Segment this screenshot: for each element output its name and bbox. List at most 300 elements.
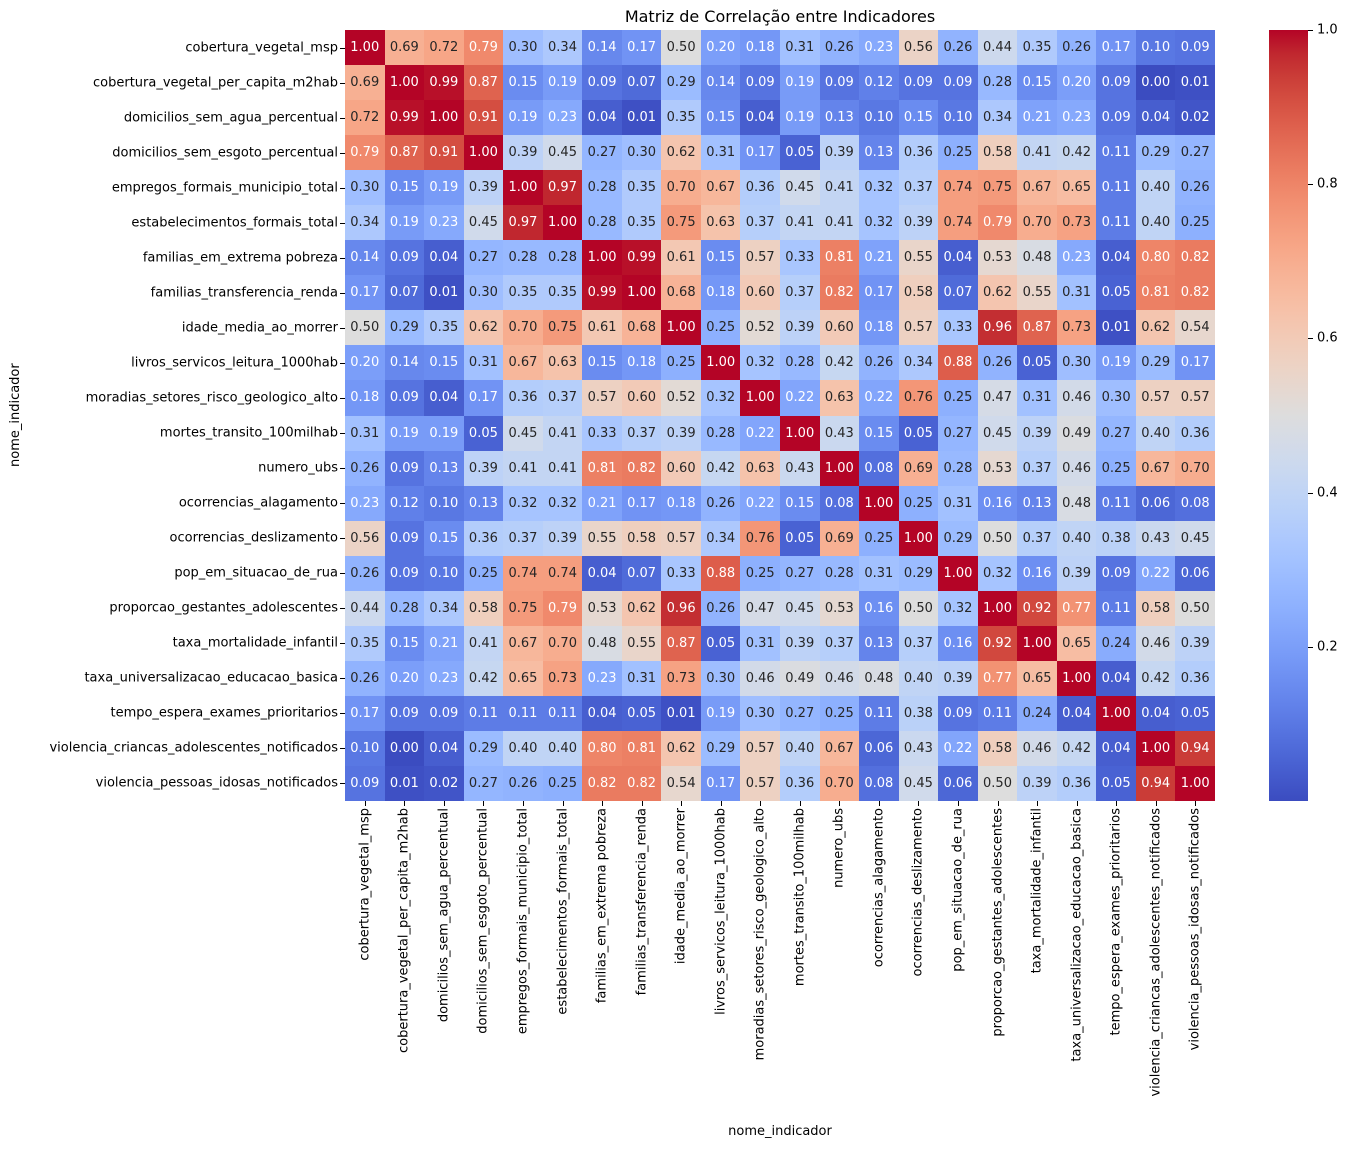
- heatmap-cell: 0.47: [978, 380, 1018, 415]
- heatmap-cell: 0.79: [464, 30, 504, 65]
- heatmap-cell: 0.29: [1136, 135, 1176, 170]
- heatmap-cell: 0.09: [820, 65, 860, 100]
- heatmap-cell: 0.53: [978, 240, 1018, 275]
- heatmap-cell: 0.56: [345, 521, 385, 556]
- heatmap-cell: 1.00: [859, 486, 899, 521]
- heatmap-cell: 0.27: [464, 766, 504, 801]
- x-axis-tick: [918, 801, 919, 806]
- heatmap-cell: 0.34: [424, 591, 464, 626]
- y-axis-tick: [340, 783, 345, 784]
- column-tick-label: taxa_mortalidade_infantil: [1029, 808, 1045, 974]
- heatmap-cell: 0.20: [345, 345, 385, 380]
- heatmap-cell: 0.67: [1017, 170, 1057, 205]
- heatmap-cell: 0.22: [780, 380, 820, 415]
- heatmap-cell: 0.30: [345, 170, 385, 205]
- heatmap-cell: 0.41: [1017, 135, 1057, 170]
- y-axis-tick: [340, 713, 345, 714]
- row-tick-label: tempo_espera_exames_prioritarios: [110, 705, 338, 721]
- heatmap-cell: 0.24: [1017, 696, 1057, 731]
- heatmap-cell: 0.69: [385, 30, 425, 65]
- heatmap-cell: 0.33: [582, 416, 622, 451]
- row-tick-label: familias_em_extrema pobreza: [142, 250, 338, 266]
- heatmap-cell: 0.13: [859, 626, 899, 661]
- heatmap-cell: 0.25: [938, 380, 978, 415]
- heatmap-cell: 0.43: [780, 451, 820, 486]
- heatmap-cell: 0.37: [1017, 451, 1057, 486]
- heatmap-cell: 0.15: [899, 100, 939, 135]
- heatmap-cell: 0.94: [1136, 766, 1176, 801]
- heatmap-cell: 0.37: [780, 275, 820, 310]
- colorbar-tick-label: 1.0: [1317, 22, 1338, 38]
- x-axis-tick: [404, 801, 405, 806]
- heatmap-cell: 0.62: [978, 275, 1018, 310]
- heatmap-cell: 0.42: [1057, 135, 1097, 170]
- heatmap-cell: 0.06: [938, 766, 978, 801]
- x-axis-tick: [1116, 801, 1117, 806]
- heatmap-cell: 1.00: [701, 345, 741, 380]
- heatmap-cell: 0.07: [938, 275, 978, 310]
- heatmap-cell: 0.29: [899, 556, 939, 591]
- column-tick-label: taxa_universalizacao_educacao_basica: [1069, 808, 1085, 1062]
- heatmap-cell: 0.25: [1175, 205, 1215, 240]
- heatmap-cell: 0.36: [1057, 766, 1097, 801]
- heatmap-cell: 0.14: [582, 30, 622, 65]
- heatmap-cell: 0.31: [1017, 380, 1057, 415]
- heatmap-cell: 0.39: [503, 135, 543, 170]
- heatmap-cell: 0.05: [1175, 696, 1215, 731]
- heatmap-cell: 0.42: [701, 451, 741, 486]
- heatmap-cell: 0.05: [780, 135, 820, 170]
- column-tick-label: domicilios_sem_esgoto_percentual: [475, 808, 491, 1034]
- heatmap-cell: 0.33: [780, 240, 820, 275]
- heatmap-cell: 0.39: [899, 205, 939, 240]
- column-tick-label: domicilios_sem_agua_percentual: [436, 808, 452, 1023]
- heatmap-cell: 0.17: [622, 486, 662, 521]
- heatmap-cell: 0.63: [701, 205, 741, 240]
- heatmap-cell: 0.15: [701, 100, 741, 135]
- heatmap-cell: 0.15: [385, 170, 425, 205]
- row-tick-label: cobertura_vegetal_msp: [185, 40, 338, 56]
- row-tick-label: mortes_transito_100milhab: [159, 425, 338, 441]
- heatmap-cell: 0.82: [1175, 240, 1215, 275]
- x-axis-tick: [681, 801, 682, 806]
- heatmap-cell: 1.00: [622, 275, 662, 310]
- heatmap-cell: 0.29: [661, 65, 701, 100]
- heatmap-cell: 0.55: [582, 521, 622, 556]
- heatmap-cell: 0.37: [820, 626, 860, 661]
- heatmap-cell: 0.15: [385, 626, 425, 661]
- heatmap-cell: 1.00: [820, 451, 860, 486]
- x-axis-tick: [1195, 801, 1196, 806]
- heatmap-cell: 0.58: [978, 135, 1018, 170]
- heatmap-cell: 0.57: [1136, 380, 1176, 415]
- heatmap-cell: 0.70: [820, 766, 860, 801]
- column-tick-label: proporcao_gestantes_adolescentes: [990, 808, 1005, 1037]
- heatmap-cell: 0.74: [938, 170, 978, 205]
- heatmap-cell: 0.69: [899, 451, 939, 486]
- heatmap-cell: 0.80: [582, 731, 622, 766]
- heatmap-cell: 1.00: [464, 135, 504, 170]
- y-axis-tick: [340, 748, 345, 749]
- heatmap-cell: 1.00: [899, 521, 939, 556]
- row-tick-label: proporcao_gestantes_adolescentes: [109, 600, 338, 616]
- heatmap-cell: 0.48: [1017, 240, 1057, 275]
- column-tick-label: violencia_criancas_adolescentes_notificados: [1148, 808, 1164, 1097]
- heatmap-cell: 0.76: [899, 380, 939, 415]
- heatmap-cell: 0.58: [464, 591, 504, 626]
- heatmap-cell: 0.04: [582, 556, 622, 591]
- heatmap-cell: 0.99: [424, 65, 464, 100]
- heatmap-cell: 0.88: [701, 556, 741, 591]
- heatmap-cell: 0.11: [978, 696, 1018, 731]
- heatmap-cell: 0.82: [622, 766, 662, 801]
- heatmap-cell: 0.17: [1096, 30, 1136, 65]
- heatmap-cell: 0.18: [701, 275, 741, 310]
- x-axis-tick: [1156, 801, 1157, 806]
- y-axis-tick: [340, 153, 345, 154]
- heatmap-cell: 0.34: [978, 100, 1018, 135]
- heatmap-cell: 0.99: [622, 240, 662, 275]
- x-axis-tick: [365, 801, 366, 806]
- heatmap-cell: 1.00: [582, 240, 622, 275]
- heatmap-cell: 0.39: [464, 170, 504, 205]
- heatmap-cell: 0.28: [701, 416, 741, 451]
- heatmap-cell: 0.58: [899, 275, 939, 310]
- heatmap-cell: 0.36: [1175, 661, 1215, 696]
- heatmap-cell: 0.32: [701, 380, 741, 415]
- heatmap-cell: 0.04: [1096, 240, 1136, 275]
- y-axis-tick: [340, 538, 345, 539]
- heatmap-cell: 0.35: [345, 626, 385, 661]
- heatmap-cell: 0.25: [859, 521, 899, 556]
- heatmap-cell: 0.41: [543, 451, 583, 486]
- heatmap-cell: 0.15: [1017, 65, 1057, 100]
- column-tick-label: estabelecimentos_formais_total: [555, 808, 570, 1015]
- heatmap-cell: 0.01: [622, 100, 662, 135]
- heatmap-cell: 0.25: [464, 556, 504, 591]
- heatmap-cell: 0.75: [543, 310, 583, 345]
- heatmap-cell: 0.26: [701, 486, 741, 521]
- heatmap-cell: 0.60: [661, 451, 701, 486]
- heatmap-cell: 0.08: [1175, 486, 1215, 521]
- y-axis-tick: [340, 468, 345, 469]
- colorbar-tick: [1308, 647, 1313, 648]
- heatmap-cell: 0.19: [424, 416, 464, 451]
- row-tick-label: violencia_criancas_adolescentes_notificados: [49, 740, 338, 756]
- heatmap-cell: 0.05: [701, 626, 741, 661]
- heatmap-cell: 0.50: [899, 591, 939, 626]
- y-axis-tick: [340, 188, 345, 189]
- heatmap-cell: 0.87: [464, 65, 504, 100]
- heatmap-cell: 0.54: [661, 766, 701, 801]
- heatmap-cell: 0.48: [1057, 486, 1097, 521]
- heatmap-cell: 0.45: [543, 135, 583, 170]
- heatmap-cell: 0.46: [1136, 626, 1176, 661]
- heatmap-cell: 0.09: [938, 696, 978, 731]
- row-tick-label: familias_transferencia_renda: [150, 285, 338, 301]
- heatmap-cell: 0.09: [385, 556, 425, 591]
- heatmap-cell: 0.41: [780, 205, 820, 240]
- colorbar-tick-label: 0.8: [1317, 176, 1338, 192]
- heatmap-cell: 0.19: [385, 205, 425, 240]
- heatmap-cell: 0.87: [661, 626, 701, 661]
- heatmap-cell: 0.35: [622, 170, 662, 205]
- heatmap-cell: 0.19: [503, 100, 543, 135]
- heatmap-cell: 0.05: [899, 416, 939, 451]
- row-tick-label: domicilios_sem_agua_percentual: [123, 110, 338, 126]
- y-axis-tick: [340, 398, 345, 399]
- heatmap-cell: 0.35: [424, 310, 464, 345]
- heatmap-cell: 0.08: [820, 486, 860, 521]
- y-axis-tick: [340, 573, 345, 574]
- row-tick-label: cobertura_vegetal_per_capita_m2hab: [93, 75, 338, 91]
- heatmap-cell: 0.06: [1136, 486, 1176, 521]
- heatmap-cell: 0.25: [1096, 451, 1136, 486]
- row-tick-label: violencia_pessoas_idosas_notificados: [95, 775, 338, 791]
- heatmap-cell: 0.82: [582, 766, 622, 801]
- heatmap-cell: 0.36: [464, 521, 504, 556]
- heatmap-cell: 0.44: [345, 591, 385, 626]
- heatmap-cell: 1.00: [938, 556, 978, 591]
- heatmap-cell: 0.39: [820, 135, 860, 170]
- row-tick-label: pop_em_situacao_de_rua: [174, 565, 338, 581]
- heatmap-cell: 0.26: [345, 661, 385, 696]
- heatmap-cell: 0.40: [780, 731, 820, 766]
- heatmap-cell: 0.39: [780, 310, 820, 345]
- heatmap-cell: 0.01: [1175, 65, 1215, 100]
- heatmap-cell: 0.45: [503, 416, 543, 451]
- heatmap-cell: 0.23: [424, 205, 464, 240]
- heatmap-cell: 0.31: [740, 626, 780, 661]
- heatmap-cell: 0.09: [1096, 556, 1136, 591]
- heatmap-cell: 0.70: [1017, 205, 1057, 240]
- heatmap-cell: 0.62: [1136, 310, 1176, 345]
- heatmap-cell: 0.16: [1017, 556, 1057, 591]
- heatmap-cell: 0.79: [978, 205, 1018, 240]
- column-tick-label: idade_media_ao_morrer: [673, 808, 689, 965]
- heatmap-cell: 0.24: [1096, 626, 1136, 661]
- heatmap-cell: 0.57: [740, 766, 780, 801]
- heatmap-cell: 0.23: [424, 661, 464, 696]
- heatmap-cell: 0.10: [1136, 30, 1176, 65]
- heatmap-cell: 0.27: [464, 240, 504, 275]
- heatmap-cell: 0.38: [899, 696, 939, 731]
- heatmap-cell: 0.27: [938, 416, 978, 451]
- heatmap-cell: 0.19: [543, 65, 583, 100]
- heatmap-cell: 0.27: [582, 135, 622, 170]
- heatmap-cell: 0.33: [938, 310, 978, 345]
- heatmap-cell: 1.00: [385, 65, 425, 100]
- y-axis-tick: [340, 293, 345, 294]
- column-tick-label: familias_transferencia_renda: [634, 808, 650, 996]
- heatmap-cell: 0.26: [1175, 170, 1215, 205]
- x-axis-tick: [602, 801, 603, 806]
- heatmap-cell: 0.70: [503, 310, 543, 345]
- heatmap-cell: 0.40: [1136, 416, 1176, 451]
- heatmap-cell: 0.21: [424, 626, 464, 661]
- heatmap-cell: 0.21: [859, 240, 899, 275]
- heatmap-cell: 0.30: [464, 275, 504, 310]
- heatmap-cell: 0.32: [978, 556, 1018, 591]
- heatmap-cell: 0.17: [345, 696, 385, 731]
- heatmap-cell: 0.94: [1175, 731, 1215, 766]
- heatmap-cell: 1.00: [661, 310, 701, 345]
- heatmap-cell: 0.81: [582, 451, 622, 486]
- heatmap-cell: 0.37: [899, 170, 939, 205]
- heatmap-cell: 0.40: [503, 731, 543, 766]
- heatmap-cell: 0.39: [1017, 416, 1057, 451]
- heatmap-cell: 1.00: [780, 416, 820, 451]
- heatmap-cell: 0.57: [740, 240, 780, 275]
- heatmap-cell: 0.17: [1175, 345, 1215, 380]
- heatmap-cell: 0.19: [701, 696, 741, 731]
- x-axis-tick: [998, 801, 999, 806]
- heatmap-cell: 0.23: [345, 486, 385, 521]
- y-axis-tick: [340, 503, 345, 504]
- x-axis-tick: [523, 801, 524, 806]
- heatmap-cell: 0.69: [345, 65, 385, 100]
- heatmap-cell: 0.23: [1057, 240, 1097, 275]
- heatmap-cell: 0.18: [661, 486, 701, 521]
- heatmap-cell: 0.46: [820, 661, 860, 696]
- heatmap-cell: 0.56: [899, 30, 939, 65]
- heatmap-cell: 0.01: [385, 766, 425, 801]
- heatmap-cell: 0.37: [1017, 521, 1057, 556]
- heatmap-cell: 1.00: [1096, 696, 1136, 731]
- heatmap-cell: 0.29: [701, 731, 741, 766]
- heatmap-cell: 0.28: [820, 556, 860, 591]
- column-tick-label: livros_servicos_leitura_1000hab: [713, 808, 729, 1015]
- heatmap-cell: 0.18: [622, 345, 662, 380]
- x-axis-tick: [879, 801, 880, 806]
- heatmap-cell: 1.00: [424, 100, 464, 135]
- heatmap-cell: 0.09: [424, 696, 464, 731]
- heatmap-cell: 0.05: [1096, 766, 1136, 801]
- heatmap-cell: 0.81: [622, 731, 662, 766]
- heatmap-cell: 0.32: [503, 486, 543, 521]
- heatmap-cell: 0.00: [1136, 65, 1176, 100]
- heatmap-cell: 0.09: [345, 766, 385, 801]
- heatmap-cell: 0.53: [820, 591, 860, 626]
- heatmap-cell: 0.31: [780, 30, 820, 65]
- heatmap-cell: 0.10: [424, 486, 464, 521]
- heatmap-cell: 0.37: [899, 626, 939, 661]
- heatmap-cell: 0.69: [820, 521, 860, 556]
- y-axis-tick: [340, 363, 345, 364]
- heatmap-cell: 0.68: [622, 310, 662, 345]
- heatmap-cell: 0.63: [820, 380, 860, 415]
- heatmap-cell: 0.19: [424, 170, 464, 205]
- heatmap-cell: 0.45: [780, 591, 820, 626]
- heatmap-cell: 0.22: [740, 416, 780, 451]
- heatmap-cell: 0.39: [1175, 626, 1215, 661]
- heatmap-cell: 0.45: [464, 205, 504, 240]
- heatmap-cell: 0.27: [780, 696, 820, 731]
- heatmap-cell: 0.52: [740, 310, 780, 345]
- x-axis-tick: [563, 801, 564, 806]
- heatmap-cell: 0.05: [1017, 345, 1057, 380]
- column-tick-label: pop_em_situacao_de_rua: [950, 808, 966, 972]
- heatmap-cell: 0.91: [424, 135, 464, 170]
- heatmap-cell: 0.62: [661, 135, 701, 170]
- heatmap-cell: 0.04: [424, 380, 464, 415]
- x-axis-tick: [642, 801, 643, 806]
- heatmap-cell: 0.09: [938, 65, 978, 100]
- heatmap-cell: 0.50: [345, 310, 385, 345]
- heatmap-cell: 0.35: [543, 275, 583, 310]
- heatmap-cell: 0.20: [385, 661, 425, 696]
- heatmap-cell: 0.67: [503, 345, 543, 380]
- heatmap-cell: 0.82: [622, 451, 662, 486]
- heatmap-cell: 0.41: [820, 170, 860, 205]
- heatmap-cell: 0.26: [345, 556, 385, 591]
- heatmap-cell: 0.41: [464, 626, 504, 661]
- heatmap-cell: 0.19: [385, 416, 425, 451]
- heatmap-cell: 0.36: [1175, 416, 1215, 451]
- heatmap-cell: 0.19: [780, 65, 820, 100]
- colorbar-tick: [1308, 184, 1313, 185]
- heatmap-cell: 0.09: [385, 521, 425, 556]
- heatmap-cell: 0.77: [1057, 591, 1097, 626]
- heatmap-cell: 0.02: [1175, 100, 1215, 135]
- heatmap-cell: 0.70: [661, 170, 701, 205]
- heatmap-cell: 0.01: [1096, 310, 1136, 345]
- row-tick-label: numero_ubs: [258, 460, 338, 476]
- heatmap-cell: 0.02: [424, 766, 464, 801]
- heatmap-cell: 0.04: [1096, 731, 1136, 766]
- heatmap-cell: 0.11: [1096, 486, 1136, 521]
- row-tick-label: domicilios_sem_esgoto_percentual: [112, 145, 338, 161]
- heatmap-cell: 0.17: [859, 275, 899, 310]
- heatmap-cell: 0.79: [543, 591, 583, 626]
- heatmap-cell: 0.26: [820, 30, 860, 65]
- heatmap-cell: 0.04: [424, 240, 464, 275]
- heatmap-cell: 0.62: [661, 731, 701, 766]
- heatmap-cell: 0.39: [938, 661, 978, 696]
- heatmap-cell: 0.29: [938, 521, 978, 556]
- heatmap-cell: 0.01: [661, 696, 701, 731]
- heatmap-cell: 0.33: [661, 556, 701, 591]
- heatmap-cell: 0.06: [859, 731, 899, 766]
- heatmap-cell: 0.67: [1136, 451, 1176, 486]
- heatmap-cell: 0.09: [385, 696, 425, 731]
- heatmap-cell: 0.04: [1136, 100, 1176, 135]
- x-axis-tick: [1037, 801, 1038, 806]
- heatmap-cell: 0.36: [899, 135, 939, 170]
- heatmap-cell: 0.65: [1057, 626, 1097, 661]
- heatmap-cell: 0.70: [543, 626, 583, 661]
- heatmap-cell: 0.09: [1096, 65, 1136, 100]
- heatmap-cell: 0.22: [938, 731, 978, 766]
- heatmap-cell: 0.18: [345, 380, 385, 415]
- heatmap-cell: 0.21: [1017, 100, 1057, 135]
- heatmap-cell: 0.23: [859, 30, 899, 65]
- heatmap-cell: 0.70: [1175, 451, 1215, 486]
- heatmap-cell: 0.57: [582, 380, 622, 415]
- heatmap-cell: 0.06: [1175, 556, 1215, 591]
- heatmap-cell: 0.35: [1017, 30, 1057, 65]
- heatmap-cell: 0.30: [701, 661, 741, 696]
- heatmap-grid: [345, 30, 1215, 801]
- heatmap-cell: 0.65: [1057, 170, 1097, 205]
- heatmap-cell: 1.00: [1136, 731, 1176, 766]
- x-axis-tick: [839, 801, 840, 806]
- heatmap-cell: 0.54: [1175, 310, 1215, 345]
- heatmap-cell: 1.00: [503, 170, 543, 205]
- heatmap-cell: 0.74: [938, 205, 978, 240]
- heatmap-cell: 0.10: [424, 556, 464, 591]
- heatmap-cell: 0.22: [1136, 556, 1176, 591]
